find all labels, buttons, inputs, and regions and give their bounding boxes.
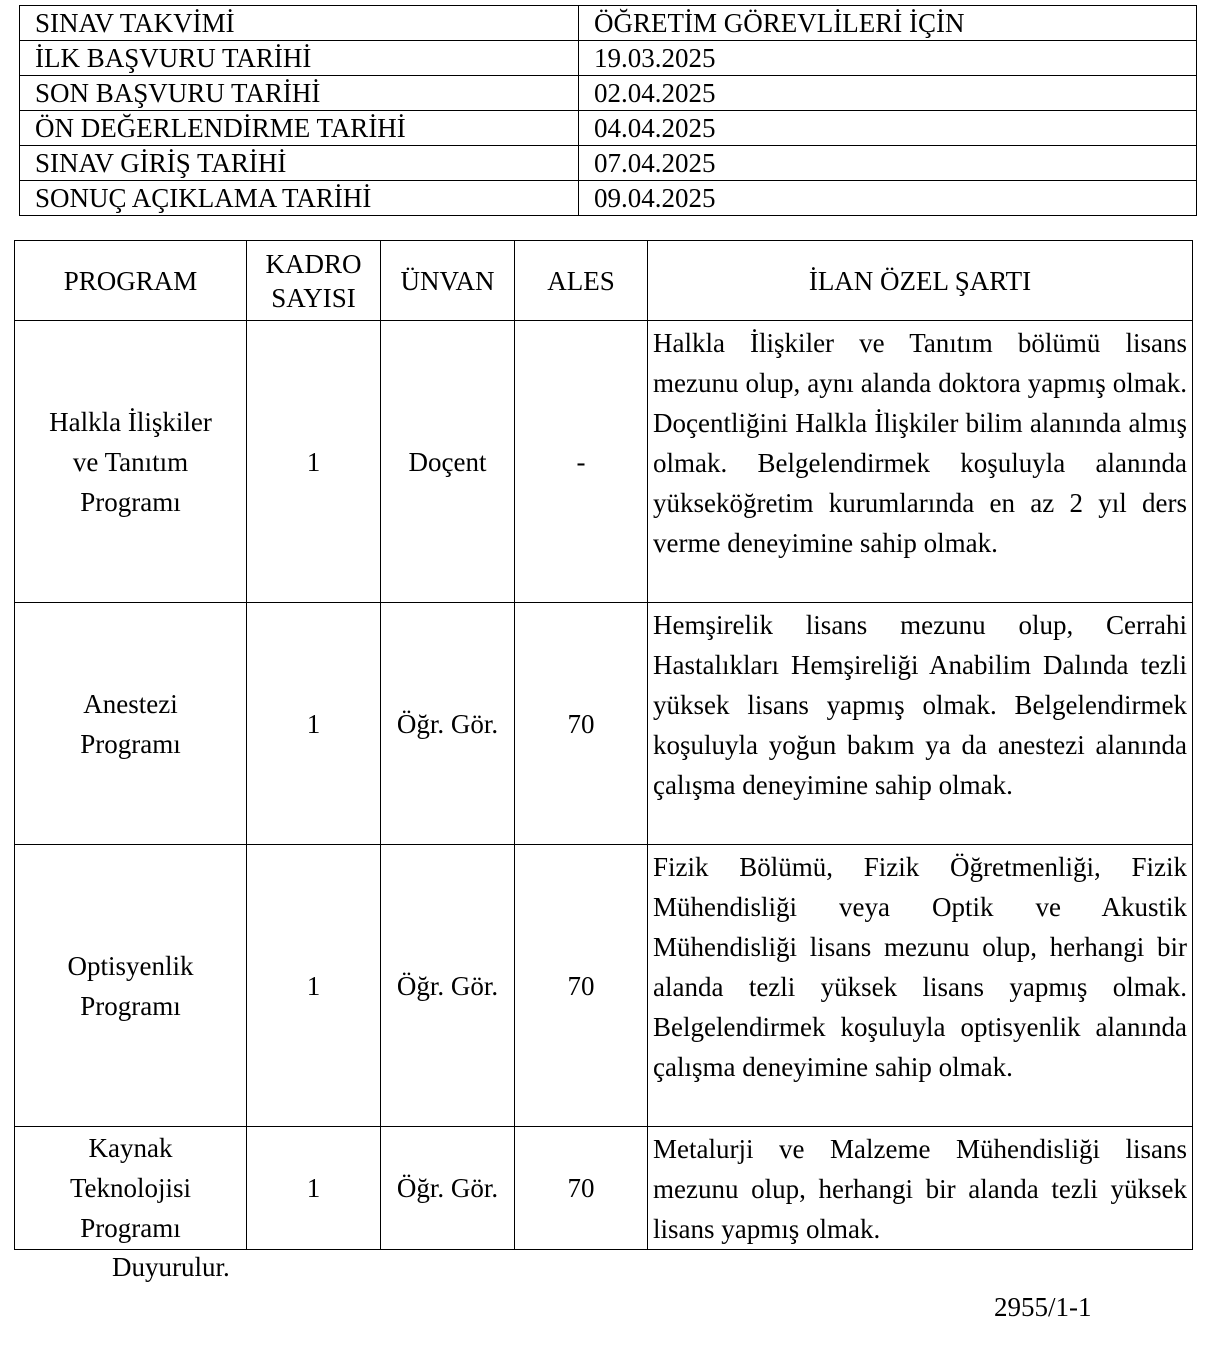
header-kadro-line2: SAYISI — [271, 282, 356, 313]
program-line: Kaynak — [88, 1133, 173, 1163]
table-row — [15, 1127, 1193, 1250]
document-code: 2955/1-1 — [994, 1292, 1092, 1322]
program-line: Optisyenlik — [67, 950, 194, 981]
program-cell — [15, 603, 247, 845]
calendar-row-label: ÖN DEĞERLENDİRME TARİHİ — [20, 111, 579, 146]
condition-cell: Metalurji ve Malzeme Mühendisliği lisans mezunu olup, herhangi bir alanda tezli yüksek lisans yapmış olmak. — [648, 1127, 1193, 1250]
program-line: Programı — [80, 486, 181, 517]
header-program: PROGRAM — [15, 241, 247, 321]
table-row — [15, 321, 1193, 603]
ales-cell: 70 — [515, 603, 648, 845]
calendar-row-date: 19.03.2025 — [579, 41, 1197, 76]
calendar-row-date: 04.04.2025 — [579, 111, 1197, 146]
header-kadro-line1: KADRO — [265, 248, 362, 279]
condition-cell: Hemşirelik lisans mezunu olup, Cerrahi Hastalıkları Hemşireliği Anabilim Dalında tezli yüksek lisans yapmış olmak. Belgelendirmek koşuluyla yoğun bakım ya da anestezi alanında çalışma deneyimine sahip olmak. — [648, 603, 1193, 845]
unvan-cell: Öğr. Gör. — [381, 845, 515, 1127]
positions-header-row — [15, 241, 1193, 321]
ales-cell: 70 — [515, 1127, 648, 1250]
condition-cell: Fizik Bölümü, Fizik Öğretmenliği, Fizik Mühendisliği veya Optik ve Akustik Mühendisliği lisans mezunu olup, herhangi bir alanda tezli yüksek lisans yapmış olmak. Belgelendirmek koşuluyla optisyenlik alanında çalışma deneyimine sahip olmak. — [648, 845, 1193, 1127]
kadro-cell: 1 — [247, 321, 381, 603]
calendar-row — [20, 181, 1197, 216]
unvan-cell: Öğr. Gör. — [381, 603, 515, 845]
ales-cell: 70 — [515, 845, 648, 1127]
calendar-row-date: 09.04.2025 — [579, 181, 1197, 216]
header-sart: İLAN ÖZEL ŞARTI — [648, 241, 1193, 321]
calendar-row-label: SINAV GİRİŞ TARİHİ — [20, 146, 579, 181]
calendar-row-label: SON BAŞVURU TARİHİ — [20, 76, 579, 111]
condition-cell: Halkla İlişkiler ve Tanıtım bölümü lisans mezunu olup, aynı alanda doktora yapmış olmak. Doçentliğini Halkla İlişkiler bilim alanında almış olmak. Belgelendirmek koşuluyla alanında yükseköğretim kurumlarında en az 2 yıl ders verme deneyimine sahip olmak. — [648, 321, 1193, 603]
header-kadro — [247, 241, 381, 321]
calendar-row-label: İLK BAŞVURU TARİHİ — [20, 41, 579, 76]
program-line: Programı — [80, 1213, 181, 1243]
header-ales: ALES — [515, 241, 648, 321]
program-line: Programı — [80, 728, 181, 759]
calendar-header-label: SINAV TAKVİMİ — [20, 6, 579, 41]
table-row — [15, 603, 1193, 845]
unvan-cell: Öğr. Gör. — [381, 1127, 515, 1250]
program-cell — [15, 845, 247, 1127]
calendar-row — [20, 41, 1197, 76]
program-line: Halkla İlişkiler — [49, 406, 212, 437]
positions-table — [14, 240, 1193, 1250]
calendar-row — [20, 111, 1197, 146]
calendar-row — [20, 76, 1197, 111]
header-unvan: ÜNVAN — [381, 241, 515, 321]
calendar-row — [20, 146, 1197, 181]
table-row — [15, 845, 1193, 1127]
program-line: Teknolojisi — [69, 1173, 192, 1203]
calendar-header-row — [20, 6, 1197, 41]
program-line: ve Tanıtım — [72, 446, 189, 477]
program-cell — [15, 321, 247, 603]
program-cell — [15, 1127, 247, 1250]
calendar-header-target: ÖĞRETİM GÖREVLİLERİ İÇİN — [579, 6, 1197, 41]
unvan-cell: Doçent — [381, 321, 515, 603]
calendar-row-label: SONUÇ AÇIKLAMA TARİHİ — [20, 181, 579, 216]
kadro-cell: 1 — [247, 603, 381, 845]
program-line: Anestezi — [83, 688, 178, 719]
ales-cell: - — [515, 321, 648, 603]
kadro-cell: 1 — [247, 845, 381, 1127]
calendar-row-date: 02.04.2025 — [579, 76, 1197, 111]
exam-calendar-table — [19, 5, 1197, 216]
announcement-note: Duyurulur. — [112, 1252, 230, 1282]
program-line: Programı — [80, 990, 181, 1021]
calendar-row-date: 07.04.2025 — [579, 146, 1197, 181]
kadro-cell: 1 — [247, 1127, 381, 1250]
